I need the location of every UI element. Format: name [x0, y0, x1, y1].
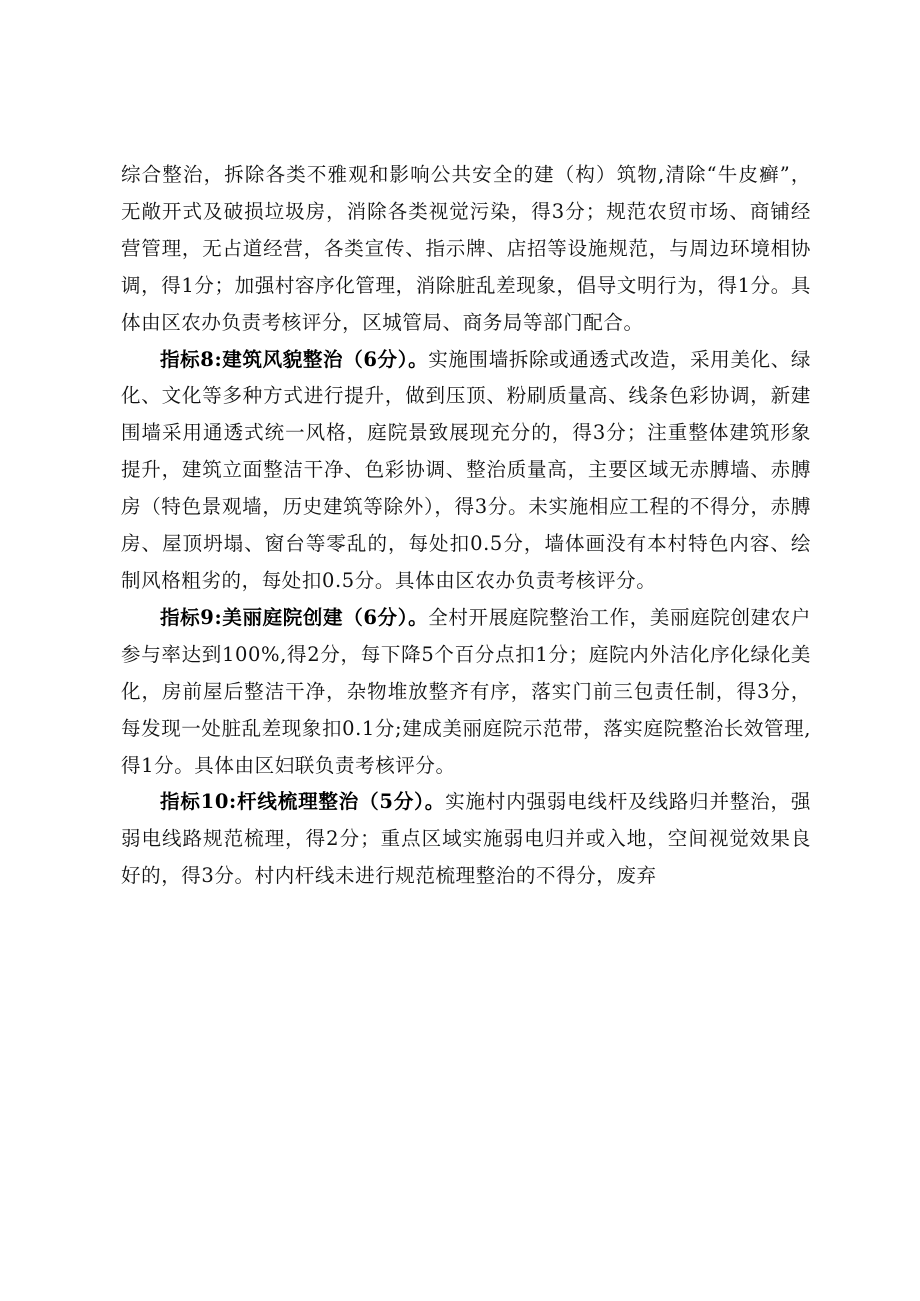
paragraph-village-rectification	[121, 157, 811, 342]
paragraph-text: 全村开展庭院整治工作，美丽庭院创建农户参与率达到100%,得2分，每下降5个百分点扣1分；庭院内外洁化序化绿化美化，房前屋后整洁干净，杂物堆放整齐有序，落实门前三包责任制，得3分，每发现一处脏乱差现象扣0.1分;建成美丽庭院示范带，落实庭院整治长效管理,得1分。具体由区妇联负责考核评分。	[121, 605, 811, 777]
paragraph-text: 综合整治，拆除各类不雅观和影响公共安全的建（构）筑物,清除“牛皮癣”，无敞开式及破损垃圾房，消除各类视觉污染，得3分；规范农贸市场、商铺经营管理，无占道经营，各类宣传、指示牌、店招等设施规范，与周边环境相协调，得1分；加强村容序化管理，消除脏乱差现象，倡导文明行为，得1分。具体由区农办负责考核评分，区城管局、商务局等部门配合。	[121, 163, 811, 334]
paragraph-indicator-9	[121, 600, 811, 785]
indicator-8-heading: 指标8:建筑风貌整治（6分）。	[160, 347, 429, 371]
paragraph-text: 实施围墙拆除或通透式改造，采用美化、绿化、文化等多种方式进行提升，做到压顶、粉刷质量高、线条色彩协调，新建围墙采用通透式统一风格，庭院景致展现充分的，得3分；注重整体建筑形象提升，建筑立面整洁干净、色彩协调、整治质量高，主要区域无赤膊墙、赤膊房（特色景观墙，历史建筑等除外），得3分。未实施相应工程的不得分，赤膊房、屋顶坍塌、窗台等零乱的，每处扣0.5分，墙体画没有本村特色内容、绘制风格粗劣的，每处扣0.5分。具体由区农办负责考核评分。	[121, 347, 811, 592]
indicator-9-heading: 指标9:美丽庭院创建（6分）。	[160, 605, 429, 629]
paragraph-indicator-10	[121, 784, 811, 895]
indicator-10-heading: 指标10:杆线梳理整治（5分）。	[160, 790, 446, 814]
paragraph-indicator-8	[121, 342, 811, 600]
paragraph-text: 实施村内强弱电线杆及线路归并整治，强弱电线路规范梳理，得2分；重点区域实施弱电归并或入地，空间视觉效果良好的，得3分。村内杆线未进行规范梳理整治的不得分，废弃	[121, 790, 811, 888]
document-body	[121, 157, 811, 895]
